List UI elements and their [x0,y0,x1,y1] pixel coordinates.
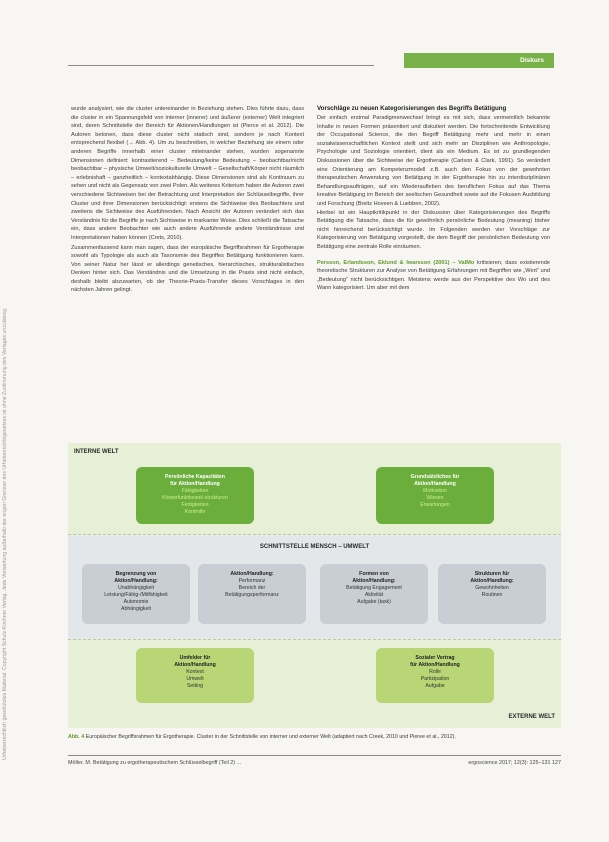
dashed-divider-top [68,534,561,535]
box-item: Umwelt [186,676,204,682]
box-forms [320,564,428,624]
box-title-line: Aktion/Handlung: [230,571,274,577]
box-title-line: Aktion/Handlung: [470,578,514,584]
box-item: Motivation [423,488,447,494]
interface-label: SCHNITTSTELLE MENSCH – UMWELT [259,544,370,550]
box-title-line: Strukturen für [474,571,510,577]
header-rule [68,65,374,66]
box-item: Unabhängigkeit [117,585,155,591]
box-item: Gewohnheiten [475,585,509,591]
box-title-line: Grundsätzliches für [410,474,460,480]
internal-world-label: INTERNE WELT [74,449,119,455]
box-item: Erwartungen [420,502,450,508]
footer-journal: ergoscience 2017; 12(3): 125–131 127 [468,760,561,766]
box-item: Kontext [186,669,204,675]
box-structures [438,564,546,624]
left-paragraph-1: wurde analysiert, wie die cluster untereinander in Beziehung stehen. Dies führte dazu, dass die cluster in ein Spannungsfeld von interner (innerer) und äußerer (externer) Welt integriert sind, deren Schnittstelle der Bereich für Aktionen/Handlungen ist (Pierce et al. 2012). Die Autoren betonen, dass diese cluster nicht statisch sind, sondern je nach Kontext entsprechend flexibel (→ Abb. 4). Um zu beschreiben, in welcher Beziehung sie einem oder anderen Begriffe innerhalb einer cluster miteinander stehen, wurden sogenannte Dimensionen definiert: kontrastierend – Bedeutung/keine Bedeutung – beobachtbar/nicht beobachtbar – physische Umwelt/soziokulturelle Umwelt – Gesellschaft/Körper nicht räumlich – erlebnishaft – ganzheitlich – kontextabhängig. Diese Dimensionen sind als Kontinuum zu sehen und nicht als Gegensatz von zwei Polen. Als weiteres Kriterium haben die Autoren zwei verschiedene Sichtweisen bei der Betrachtung und Interpretation der Schlüsselbegriffe, ihrer Cluster und ihrer Dimensionen berücksichtigt: erstens die Sichtweise des Beobachters und zweitens die Sichtweise des Ausführenden. Nach Ansicht der Autoren verändert sich das Verständnis für die Begriffe je nach Sichtweise in markanter Weise. Dies schließt die Tatsache ein, dass andere Beobachter wie auch andere Ausführende andere Verständnisse und Interpretationen haben können (Crets, 2010). [71,106,304,241]
copyright-side-note: Urheberrechtlich geschütztes Material. Copyright Schulz-Kirchner Verlag. Jede Verwertung außerhalb der engen Grenzen des Urheberrechtsgesetzes ist ohne Zustimmung des Verlages unzulässig. [2,307,8,760]
box-item: Performanz [238,578,266,584]
box-item: Setting [186,683,204,689]
external-world-label: EXTERNE WELT [508,714,555,720]
left-paragraph-2: Zusammenfassend kann man sagen, dass der europäische Begriffsrahmen für Ergotherapie sowohl als Typologie als auch als Taxonomie des Begriffes Betätigung funktionieren kann. Von seiner Natur her lässt er allerdings genetisches, hierarchisches, strukturalistisches Denken hinter sich. Das Verständnis und die Umsetzung in die Praxis sind nicht einfach, deshalb bleibt abzuwarten, ob der Theorie-Praxis-Transfer dieses Vorschlages in den nächsten Jahren gelingt. [71,244,304,294]
box-title-line: Persönliche Kapazitäten [165,474,225,480]
box-item: Körperfunktionen/-strukturen [162,495,228,501]
box-item: Routinen [481,592,503,598]
box-title-line: Aktion/Handlung: [352,578,396,584]
box-item: Bereich der [238,585,266,591]
box-title-line: Aktion/Handlung [414,481,456,487]
reference-text: kritisieren, dass existierende theoretische Strukturen zur Analyse von Betätigung Erfahrungen mit Begriffen wie „Wert“ und „Bedeutung“ nicht berücksichtigen. Meistens werde aus der Perspektive des Wo und des Wann kategorisiert. Um aber mit dem [317,259,550,292]
box-title-line: für Aktion/Handlung [170,481,220,487]
figure-caption [68,733,558,741]
left-column [71,105,304,295]
box-item: Betätigungsperformanz [225,592,279,598]
box-title-line: Aktion/Handlung: [114,578,158,584]
box-item: Fähigkeiten [181,488,209,494]
box-item: Aktivität [364,592,384,598]
section-tab: Diskurs [404,53,554,68]
box-item: Leistung/Fähig-/Mitfähigkeit [104,592,168,598]
box-item: Betätigung Engagement [346,585,402,591]
right-paragraph-2: Hierbei ist ein Hauptkritikpunkt in der Diskussion über Kategorisierungen des Begriffs Betätigung die Tatsache, dass die für gewöhnlich persönliche Bedeutung (meaning) bisher nicht hinreichend berücksichtigt wurde. Im Folgenden werden vier Vorschläge zur Kategorisierung von Betätigung vorgestellt, die dem Begriff der persönlichen Bedeutung von Betätigung eine zentrale Rolle einräumen. [317,209,550,250]
section-heading: Vorschläge zu neuen Kategorisierungen des Begriffs Betätigung [317,105,507,112]
box-limits [82,564,190,624]
dashed-divider-bottom [68,639,561,640]
box-title-line: Begrenzung von [115,571,157,577]
footer-citation: Möller, M. Betätigung zu ergotherapeutischem Schlüsselbegriff (Teil 2) ... [68,760,242,766]
box-action [198,564,306,624]
box-item: Aufgabe (task) [357,599,391,605]
box-personal-capacities [136,467,254,524]
right-paragraph-1: Der einfach erstmal Paradigmenwechsel bringt es mit sich, dass vermeintlich bekannte Inhalte in neuen Formen präsentiert und diskutiert werden. Die fortschreitende Entwicklung der Occupational Science, die den Begriff Betätigung mehr und mehr in einen sozialwissenschaftlichen Kontext stellt und sich mehr an Disziplinen wie Anthropologie, Psychologie und Soziologie orientiert, dient als ein Medium. Es ist zu grundlegenden Diskussionen über die Sichtweise der Ergotherapie (Carlson & Clark, 1991). So verändert eine Orientierung am Kompetenzmodell z.B. auch den Fokus von der gewohnten therapeutischen Anwendung von Betätigung in der Ergotherapie hin zu interdisziplinären Behandlungsaufträgen, auf ein Wiederaufleben des beruflichen Fokus auf das Thema kreative Betätigung im Bereich der seelischen Gesundheit sowie auf die Fokusen Ausbildung und Forschung (Breitz Hoveen & Luebben, 2002). [317,115,550,207]
box-title-line: Umfelder für [179,655,211,661]
right-paragraph-3 [317,259,550,293]
box-title-line: Formen von [359,571,389,577]
reference-lead: Persson, Erlandsson, Eklund & Iwarsson (2001) – ValMo [317,259,475,266]
box-social-contract [376,648,494,703]
box-title-line: für Aktion/Handlung [410,662,460,668]
box-fundamentals [376,467,494,524]
caption-label: Abb. 4 [68,734,85,740]
box-item: Rolle [429,669,441,675]
box-item: Wissen [426,495,444,501]
box-item: Aufgabe [425,683,445,689]
box-title-line: Sozialer Vertrag [415,655,455,661]
box-item: Kontrolle [184,509,206,515]
caption-text: Europäischer Begriffsrahmen für Ergotherapie. Cluster in der Schnittstelle von interner und externer Welt (adaptiert nach Creek, 2010 und Pieree et al., 2012). [85,734,456,740]
box-title-line: Aktion/Handlung [174,662,216,668]
box-item: Autonomie [123,599,149,605]
box-item: Partizipation [420,676,450,682]
box-item: Fertigkeiten [181,502,209,508]
right-column [317,105,550,293]
figure-framework [68,443,561,728]
box-environments [136,648,254,703]
footer-rule [68,755,561,756]
box-item: Abhängigkeit [121,606,151,612]
